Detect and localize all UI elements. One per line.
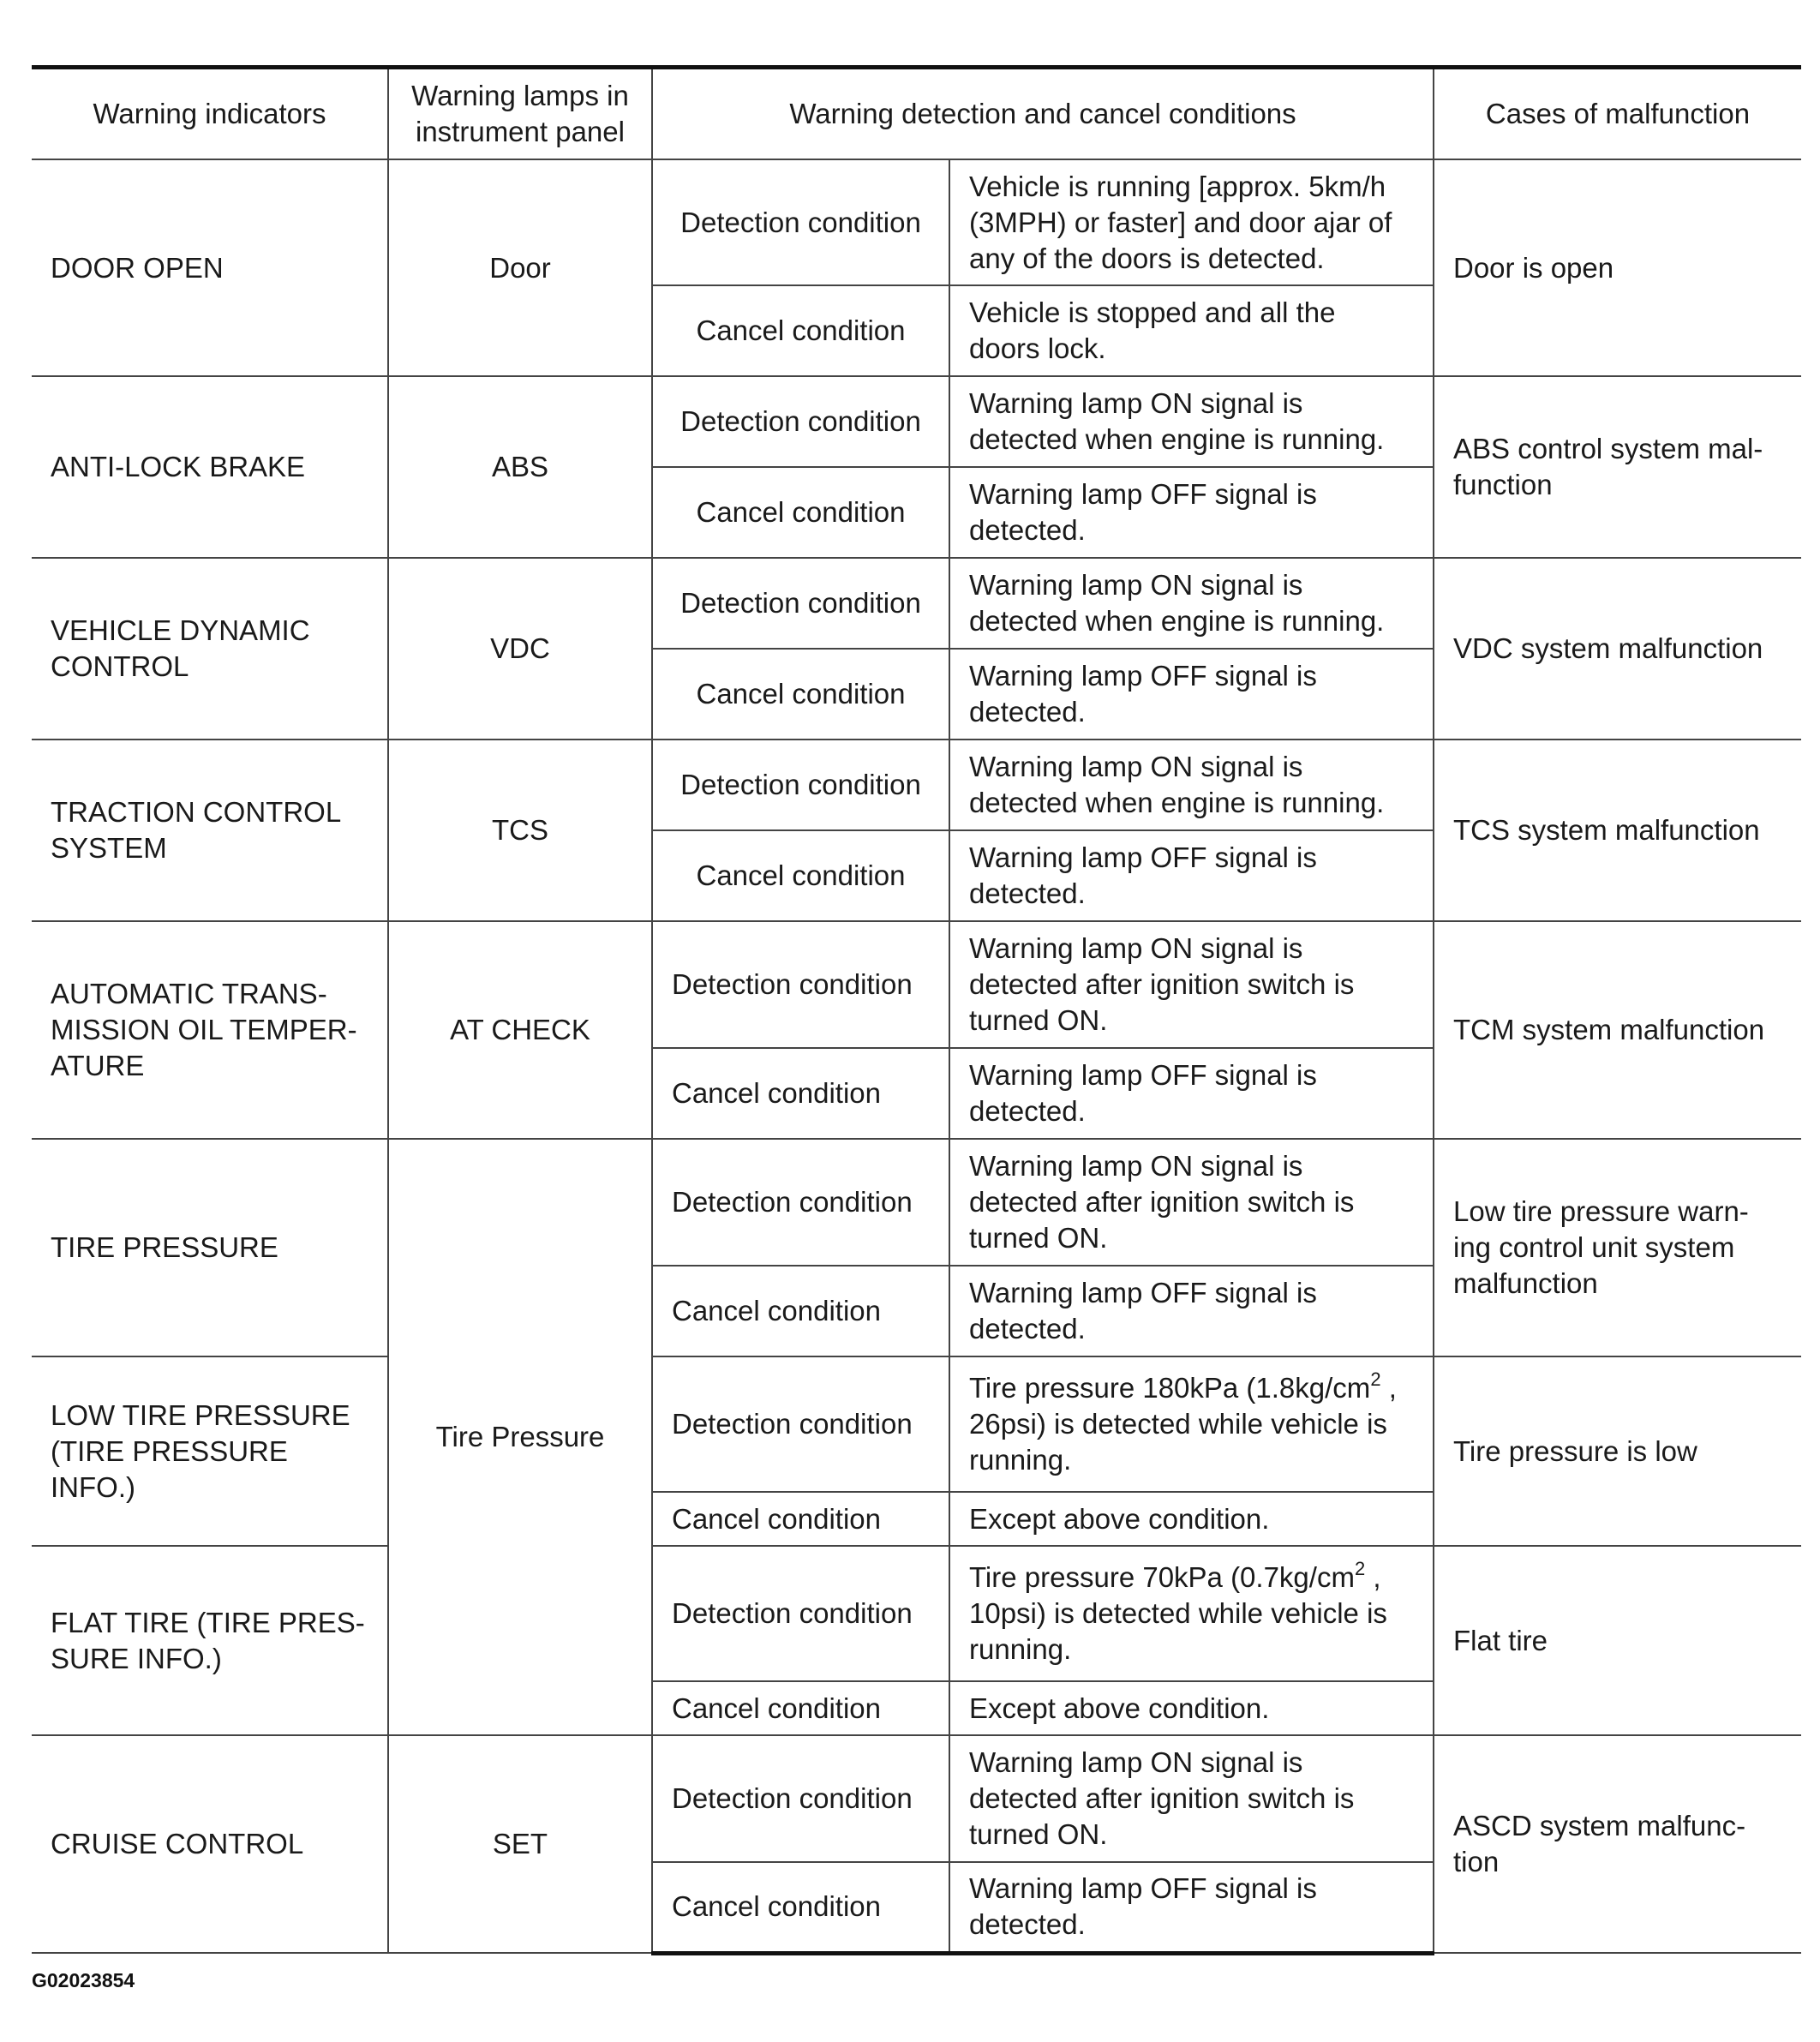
table-row: [32, 921, 1801, 1048]
malfunction-flat-tire: Flat tire: [1434, 1546, 1801, 1735]
cancel-condition-label: Cancel condition: [652, 1266, 949, 1356]
detection-condition-label: Detection condition: [652, 1735, 949, 1862]
superscript-2: 2: [1370, 1368, 1381, 1390]
lamp-at-check-text: AT CHECK: [450, 1014, 590, 1045]
indicator-anti-lock-brake: ANTI-LOCK BRAKE: [32, 376, 388, 558]
warning-indicators-table: [32, 65, 1801, 1955]
figure-code: G02023854: [32, 1969, 135, 1991]
table-row: [32, 376, 1801, 467]
malfunction-door: Door is open: [1434, 159, 1801, 376]
malfunction-vdc: VDC system malfunction: [1434, 558, 1801, 740]
flat-tire-detection-pre: Tire pressure 70kPa (0.7kg/cm: [969, 1561, 1355, 1593]
detection-condition-label: Detection condition: [652, 558, 949, 649]
indicator-flat-tire: FLAT TIRE (TIRE PRES-SURE INFO.): [32, 1546, 388, 1735]
lamp-vdc: VDC: [388, 558, 652, 740]
detection-condition-label: Detection condition: [652, 159, 949, 285]
tire-cancel-text: Warning lamp OFF signal is detected.: [949, 1266, 1434, 1356]
table-row: [32, 740, 1801, 830]
cancel-condition-label: Cancel condition: [652, 1048, 949, 1139]
malfunction-low-tire-pressure: Tire pressure is low: [1434, 1356, 1801, 1546]
flat-tire-detection-post: , 10psi) is detected while vehicle is running.: [969, 1561, 1387, 1665]
abs-detection-text: Warning lamp ON signal is detected when engine is running.: [949, 376, 1434, 467]
table-row: [32, 1139, 1801, 1266]
detection-condition-label: Detection condition: [652, 376, 949, 467]
indicator-traction-control-system: TRACTION CONTROL SYSTEM: [32, 740, 388, 921]
vdc-detection-text: Warning lamp ON signal is detected when engine is running.: [949, 558, 1434, 649]
malfunction-tcs: TCS system malfunction: [1434, 740, 1801, 921]
malfunction-abs: ABS control system mal-function: [1434, 376, 1801, 558]
low-tire-detection-text: [949, 1356, 1434, 1492]
lamp-tire-pressure: Tire Pressure: [388, 1139, 652, 1735]
detection-condition-label: Detection condition: [652, 740, 949, 830]
malfunction-cruise-control: ASCD system malfunc-tion: [1434, 1735, 1801, 1953]
detection-condition-label: Detection condition: [652, 921, 949, 1048]
table-row: [32, 159, 1801, 285]
at-detection-text: Warning lamp ON signal is detected after ignition switch is turned ON.: [949, 921, 1434, 1048]
superscript-2: 2: [1354, 1558, 1366, 1579]
table-row: [32, 1546, 1801, 1681]
at-cancel-text: Warning lamp OFF signal is detected.: [949, 1048, 1434, 1139]
cancel-condition-label: Cancel condition: [652, 649, 949, 740]
lamp-door: Door: [388, 159, 652, 376]
indicator-door-open: DOOR OPEN: [32, 159, 388, 376]
door-detection-text: Vehicle is running [approx. 5km/h (3MPH) or faster] and door ajar of any of the doors is detected.: [949, 159, 1434, 285]
low-tire-detection-pre: Tire pressure 180kPa (1.8kg/cm: [969, 1372, 1371, 1404]
header-warning-lamps: Warning lamps in instrument panel: [388, 68, 652, 160]
lamp-abs: ABS: [388, 376, 652, 558]
flat-tire-cancel-text: Except above condition.: [949, 1681, 1434, 1735]
low-tire-detection-post: , 26psi) is detected while vehicle is running.: [969, 1372, 1397, 1476]
tire-detection-text: Warning lamp ON signal is detected after ignition switch is turned ON.: [949, 1139, 1434, 1266]
detection-condition-label: Detection condition: [652, 1356, 949, 1492]
vdc-cancel-text: Warning lamp OFF signal is detected.: [949, 649, 1434, 740]
header-cases-of-malfunction: Cases of malfunction: [1434, 68, 1801, 160]
lamp-set: SET: [388, 1735, 652, 1953]
cruise-cancel-text: Warning lamp OFF signal is detected.: [949, 1862, 1434, 1953]
indicator-tire-pressure: TIRE PRESSURE: [32, 1139, 388, 1356]
cancel-condition-label: Cancel condition: [652, 285, 949, 376]
abs-cancel-text: Warning lamp OFF signal is detected.: [949, 467, 1434, 558]
cruise-detection-text: Warning lamp ON signal is detected after ignition switch is turned ON.: [949, 1735, 1434, 1862]
tcs-detection-text: Warning lamp ON signal is detected when engine is running.: [949, 740, 1434, 830]
cancel-condition-label: Cancel condition: [652, 1681, 949, 1735]
cancel-condition-label: Cancel condition: [652, 467, 949, 558]
cancel-condition-label: Cancel condition: [652, 1862, 949, 1953]
header-detection-cancel-conditions: Warning detection and cancel conditions: [652, 68, 1434, 160]
door-cancel-text: Vehicle is stopped and all the doors lock.: [949, 285, 1434, 376]
table-row: [32, 1356, 1801, 1492]
indicator-automatic-transmission-oil-temperature: AUTOMATIC TRANS-MISSION OIL TEMPER-ATURE: [32, 921, 388, 1139]
indicator-vehicle-dynamic-control: VEHICLE DYNAMIC CONTROL: [32, 558, 388, 740]
header-warning-indicators: Warning indicators: [32, 68, 388, 160]
lamp-tcs: TCS: [388, 740, 652, 921]
flat-tire-detection-text: [949, 1546, 1434, 1681]
warning-table-container: [32, 65, 1801, 1955]
tcs-cancel-text: Warning lamp OFF signal is detected.: [949, 830, 1434, 921]
malfunction-tire-pressure: Low tire pressure warn-ing control unit system malfunction: [1434, 1139, 1801, 1356]
lamp-at-check: [388, 921, 652, 1139]
cancel-condition-label: Cancel condition: [652, 1492, 949, 1546]
detection-condition-label: Detection condition: [652, 1546, 949, 1681]
table-header-row: [32, 68, 1801, 160]
indicator-low-tire-pressure: LOW TIRE PRESSURE (TIRE PRESSURE INFO.): [32, 1356, 388, 1546]
malfunction-at: TCM system malfunction: [1434, 921, 1801, 1139]
low-tire-cancel-text: Except above condition.: [949, 1492, 1434, 1546]
table-row: [32, 558, 1801, 649]
detection-condition-label: Detection condition: [652, 1139, 949, 1266]
table-row: [32, 1735, 1801, 1862]
cancel-condition-label: Cancel condition: [652, 830, 949, 921]
indicator-cruise-control: CRUISE CONTROL: [32, 1735, 388, 1953]
